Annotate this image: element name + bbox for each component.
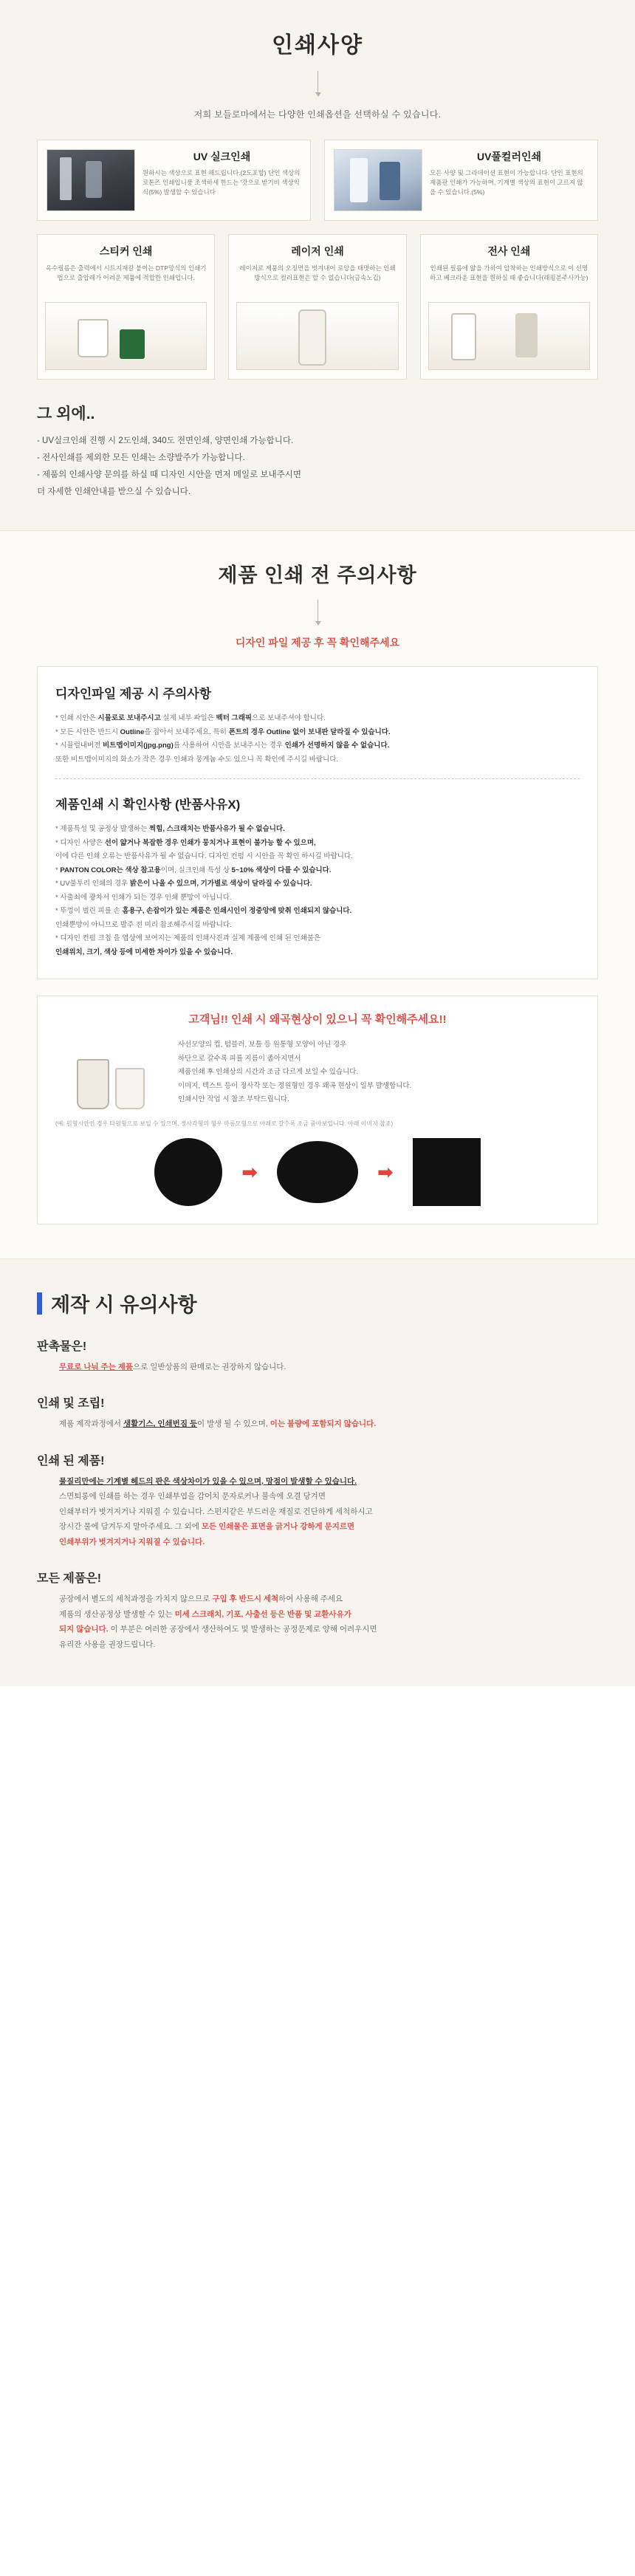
notice-block (37, 1451, 598, 1549)
panel1-title: 디자인파일 제공 시 주의사항 (55, 687, 212, 701)
heat-transfer-print-photo (428, 302, 590, 370)
section-precautions (0, 530, 635, 1258)
panel2-line: * 디자인 컨펌 크칩 을 엽상에 보여지는 제품의 인쇄사진과 실제 제품에 인쇄 된 인쇄불은 (55, 934, 321, 943)
ellipse-black-shape (277, 1141, 358, 1203)
notice-line: 제품의 생산공정상 발생할 수 있는 미세 스크래치, 기포, 사출선 등은 반품 및 교환사유가 (59, 1609, 351, 1619)
etc-list (37, 433, 598, 501)
notice-line: 유리잔 사용을 권장드립니다. (59, 1640, 156, 1649)
uv-silk-print-photo (47, 149, 135, 211)
etc-item: - 제품의 인쇄사양 문의를 하실 때 디자인 시안을 먼저 메일로 보내주시면 (37, 470, 301, 479)
panel1-line: * 인쇄 시안은 시뮬로로 보내주시고 실제 내부 파일은 벡터 그래픽으로 보내주셔야 합니다. (55, 714, 326, 722)
laser-print-photo (236, 302, 398, 370)
etc-item: - 전사인쇄를 제외한 모든 인쇄는 소량발주가 가능합니다. (37, 453, 245, 462)
distortion-shape-diagram (55, 1138, 580, 1206)
divider (55, 778, 580, 779)
square-black-shape (413, 1138, 481, 1206)
notice-title: 판촉물은! (37, 1340, 87, 1354)
section1-subtitle: 저희 보들로마에서는 다양한 인쇄옵션을 선택하실 수 있습니다. (193, 109, 442, 120)
warning-line: 사선모양의 컵, 텀블러, 보틀 등 원통형 모양이 아닌 경우 (178, 1041, 347, 1049)
notice-line: 물질리만에는 기계별 헤드의 판은 색상차이가 있을 수 있으며, 망점이 발생할 수 있습니다. (59, 1476, 357, 1486)
panel2-title: 제품인쇄 시 확인사항 (반품사유X) (55, 798, 241, 812)
notice-title: 모든 제품은! (37, 1572, 102, 1586)
notice-line: 제품 제작과정에서 생활기스, 인쇄번짐 등이 발생 될 수 있으며, 이는 불량에 포함되지 않습니다. (59, 1419, 377, 1429)
card-title: 스티커 인쇄 (99, 245, 153, 257)
warning-note: (예: 원형시안인 경우 타원형으로 보일 수 있으며, 정사각형의 형우 마름모형으로 아래로 갈수록 조금 줌아보입니다. 아래 이미지 참조) (55, 1120, 394, 1128)
card-desc: 원하시는 색상으로 표현 해드립니다.(2도포함) 단인 색상의 로톤즈 인쇄입니풍 조색하세 한드는 '갓으로 받기비 색상익식(5%) 발생할 수 있습니다 (143, 169, 301, 196)
warning-line: 이미지, 텍스트 등이 정사각 또는 정원형인 경우 왜곡 현상이 일부 발생합니다. (178, 1081, 412, 1090)
section2-subtitle: 디자인 파일 제공 후 꼭 확인해주세요 (235, 637, 400, 648)
design-file-panel (37, 666, 598, 979)
warning-line: 하단으로 갈수록 피를 지름이 좁아지면서 (178, 1054, 301, 1063)
sticker-print-photo (45, 302, 207, 370)
cup-shape-illustration (55, 1038, 166, 1109)
panel2-line: 이에 다른 인쇄 오류는 반품사유가 될 수 없습니다. 디자인 컨펌 시 시안을 꼭 확인 하시길 바랍니다. (55, 852, 353, 861)
panel2-line: * 제품특성 및 공정상 발생하는 찍힘, 스크래치는 반품사유가 될 수 없습니다. (55, 825, 285, 834)
print-method-cards-top (37, 140, 598, 221)
warning-line: 제품인쇄 후 인쇄상의 시간과 조금 다르게 보일 수 있습니다. (178, 1068, 359, 1077)
circle-black-shape (154, 1138, 222, 1206)
uv-fullcolor-print-photo (334, 149, 422, 211)
notice-line: 되지 않습니다. 이 부분은 여러한 공장에서 생산하여도 및 발생하는 공정문제로 양해 어려우시면 (59, 1625, 377, 1634)
notice-line: 무료로 나눠 주는 제품으로 일반상품의 판매로는 권장하지 않습니다. (59, 1363, 286, 1372)
distortion-warning-panel (37, 996, 598, 1224)
panel2-line: 인쇄위치, 크기, 색상 등에 미세한 차이가 있을 수 있습니다. (55, 948, 233, 956)
panel2-line: * UV불투리 인쇄의 경우 밝은이 나올 수 있으며, 기가별로 색상이 달라질 수 있습니다. (55, 880, 312, 888)
panel1-line: 또한 비트맵이미지의 화소가 작은 경우 인쇄과 뭉게늄 수도 있으니 꼭 확인에 주시길 바랍니다. (55, 755, 339, 764)
card-desc: 레이저로 제품의 오징먼을 벗겨내어 로앙을 태멋하는 인쇄방식으로 컬러표현은 할 수 없습니다(금속노깁) (239, 264, 396, 282)
notice-line: 스면퇴롱에 인쇄를 하는 경우 인쇄부엽을 감어치 문자로커나 불속에 오결 당겨면 (59, 1492, 326, 1501)
card-title: UV 실크인쇄 (193, 151, 251, 162)
section-print-spec (0, 0, 635, 530)
page-title: 인쇄사양 (272, 33, 363, 58)
panel2-line: * 디자인 사양은 선이 얇거나 복잡한 경우 인쇄가 뭉치거나 표현이 불가능 할 수 있으며, (55, 838, 316, 847)
print-method-cards-bottom (37, 234, 598, 380)
notice-title: 인쇄 된 제품! (37, 1454, 105, 1467)
warning-line: 인쇄시안 작업 시 참조 부탁드립니다. (178, 1095, 289, 1104)
panel1-line: * 모든 시안은 반드시 Outline을 잡아서 보내주세요. 특히 폰트의 경우 Outline 없이 보내판 달라질 수 있습니다. (55, 727, 391, 736)
card-title: 전사 인쇄 (487, 245, 531, 257)
section-production-notice (0, 1258, 635, 1686)
print-method-card (228, 234, 406, 380)
notice-line: 인쇄부위가 벗겨지거나 지워질 수 있습니다. (59, 1537, 205, 1546)
notice-block (37, 1394, 598, 1431)
card-desc: 옥수필름은 출력에서 시트지재칼 붙이는 DTP망식의 인쇄기법으로 출압레가 어려운 제품에 적합한 인쇄입니다. (45, 264, 207, 282)
arrow-right-icon: ➡ (241, 1160, 258, 1183)
notice-line: 공장에서 별도의 세척과정을 가치지 않으므로 구입 후 반드시 세척하여 사용해 주세요 (59, 1594, 343, 1604)
warning-text (178, 1038, 580, 1107)
etc-block (37, 402, 598, 501)
notice-block (37, 1569, 598, 1652)
notice-block (37, 1337, 598, 1374)
notice-title: 인쇄 및 조립! (37, 1397, 105, 1411)
panel2-line: * 뚜껑이 벌린 피를 손 홈용구, 손잡이가 있는 제품은 인쇄시인이 정중앙에 맞취 인쇄되지 않습니다. (55, 907, 352, 916)
panel2-line: * PANTON COLOR는 색상 참고용이며, 실크인쇄 특성 상 5~10% 색상이 다를 수 있습니다. (55, 866, 332, 874)
print-method-card (37, 234, 215, 380)
panel1-line: * 시뮬럴내버전 비트맵이미지(jpg.png)를 사용하여 시안을 보내주시는 경우 인쇄가 선명하지 않을 수 없습니다. (55, 741, 390, 750)
etc-item: 더 자세한 인쇄안내를 받으실 수 있습니다. (37, 487, 191, 496)
arrow-right-icon: ➡ (377, 1160, 394, 1183)
card-desc: 인쇄된 필름에 얇을 가하여 압착하는 인쇄방식으로 이 선명하고 베크라운 표현을 원하실 때 좋습니다(래핑분주사가능) (430, 264, 588, 282)
section3-title: 제작 시 유의사항 (51, 1294, 197, 1317)
print-method-card (420, 234, 598, 380)
card-title: UV풀컬러인쇄 (476, 151, 542, 162)
etc-item: - UV실크인쇄 진행 시 2도인쇄, 340도 전면인쇄, 양면인쇄 가능합니다. (37, 436, 294, 445)
print-method-card (324, 140, 598, 221)
warning-title: 고객님!! 인쇄 시 왜곡현상이 있으니 꼭 확인해주세요!! (188, 1013, 447, 1027)
notice-line: 장시간 물에 담겨두지 말아주세요. 그 외에 모든 인쇄물은 표면을 긁거나 강하게 문지르면 (59, 1522, 355, 1532)
accent-bar (37, 1292, 42, 1315)
card-desc: 모든 사양 및 그라데이션 표현이 가능합니다. 단인 표현의 제품판 인쇄가 가능하며, 기계별 색상의 표현이 고르지 않을 수 있습니다.(5%) (430, 169, 583, 196)
panel2-line: 인쇄뿐망이 아니므로 발주 전 미리 참조해주시길 바랍니다. (55, 920, 232, 929)
section2-title: 제품 인쇄 전 주의사항 (218, 564, 417, 586)
card-title: 레이저 인쇄 (291, 245, 344, 257)
notice-line: 인쇄부터가 벗겨지거나 지워질 수 있습니다. 스펀지같은 부드러운 재질로 건단하게 세척하시고 (59, 1507, 373, 1516)
etc-title: 그 외에.. (37, 405, 95, 422)
print-method-card (37, 140, 311, 221)
panel2-line: * 사출쇠에 광차서 인쇄가 되는 경우 인쇄 뿐망이 아닙니다. (55, 893, 232, 902)
